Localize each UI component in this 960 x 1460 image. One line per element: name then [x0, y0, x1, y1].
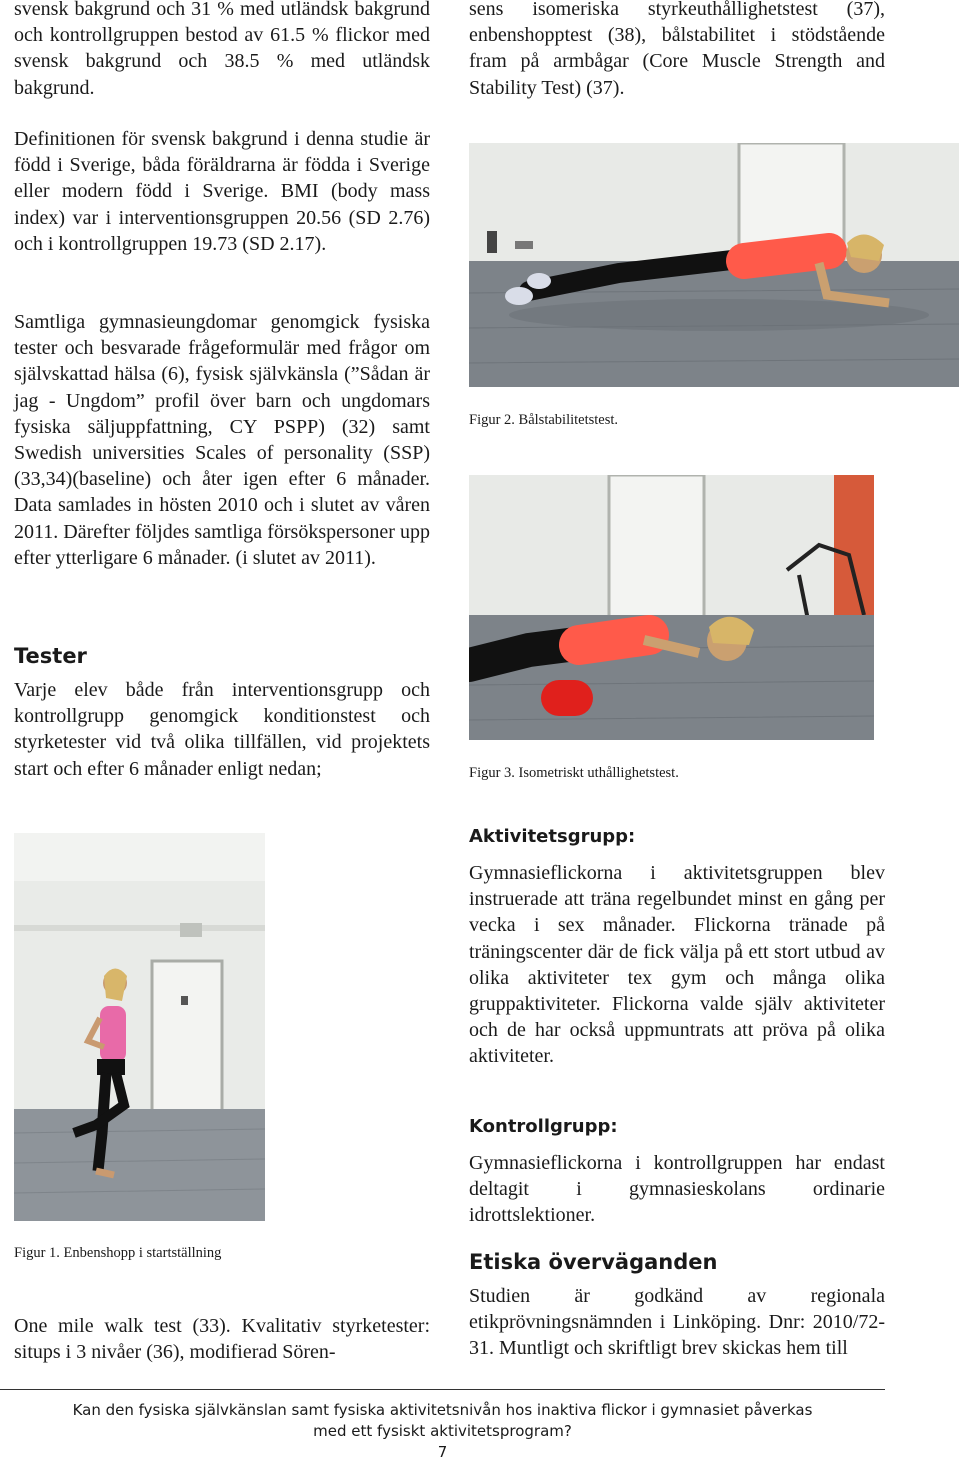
- paragraph-walk-test: One mile walk test (33). Kvalitativ styrketester: situps i 3 nivåer (36), modifierad Sören-: [14, 1315, 430, 1364]
- figure-1-photo: [14, 833, 265, 1221]
- paragraph-background-stats: svensk bakgrund och 31 % med utländsk bakgrund och kontrollgruppen bestod av 61.5 % flickor med svensk bakgrund och 38.5 % med utländsk bakgrund.: [14, 0, 430, 99]
- heading-tester: Tester: [14, 644, 87, 668]
- heading-etiska-overvaganden: Etiska överväganden: [469, 1250, 718, 1274]
- paragraph-tests-questionnaires: Samtliga gymnasieungdomar genomgick fysiska tester och besvarade frågeformulär med frågor om självskattad hälsa (6), fysisk självkänsla (”Sådan är jag - Ungdom” profil över barn och ungdomars fysiska säljuppfattning, CY PSPP) (32) samt Swedish universities Scales of personality (SSP) (33,34)(baseline) och åter igen efter 6 månader. Data samlades in hösten 2010 och i slutet av våren 2011. Därefter följdes samtliga försökspersoner upp efter ytterligare 6 månader. (i slutet av 2011).: [14, 311, 430, 569]
- figure-2-photo: [469, 143, 959, 387]
- page-number: 7: [437, 1443, 448, 1460]
- footer-title-line-2: med ett fysiskt aktivitetsprogram?: [313, 1422, 572, 1440]
- paragraph-kontrollgrupp: Gymnasieflickorna i kontrollgruppen har endast deltagit i gymnasieskolans ordinarie idrottslektioner.: [469, 1152, 885, 1227]
- paragraph-etiska: Studien är godkänd av regionala etikprövningsnämnden i Linköping. Dnr: 2010/72-31. Muntligt och skriftligt brev skickas hem till: [469, 1285, 885, 1360]
- footer-title-line-1: Kan den fysiska självkänslan samt fysiska aktivitetsnivån hos inaktiva flickor i gymnasiet påverkas: [72, 1401, 813, 1419]
- figure-3-photo: [469, 475, 874, 740]
- paragraph-definition-bmi: Definitionen för svensk bakgrund i denna studie är född i Sverige, båda föräldrarna är födda i Sverige eller modern född i Sverige. BMI (body mass index) var i interventionsgruppen 20.56 (SD 2.76) och i kontrollgruppen 19.73 (SD 2.17).: [14, 128, 430, 255]
- figure-1-caption: Figur 1. Enbenshopp i startställning: [14, 1245, 222, 1261]
- figure-3-caption: Figur 3. Isometriskt uthållighetstest.: [469, 765, 679, 781]
- paragraph-strength-tests: sens isomeriska styrkeuthållighetstest (37), enbenshopptest (38), bålstabilitet i stödstående fram på armbågar (Core Muscle Strength and Stability Test) (37).: [469, 0, 885, 99]
- footer-divider: [0, 1389, 885, 1390]
- figure-2-caption: Figur 2. Bålstabilitetstest.: [469, 412, 619, 428]
- heading-kontrollgrupp: Kontrollgrupp:: [469, 1116, 618, 1137]
- paragraph-tester: Varje elev både från interventionsgrupp och kontrollgrupp genomgick konditionstest och styrketester vid två olika tillfällen, vid projektets start och efter 6 månader enligt nedan;: [14, 679, 430, 780]
- paragraph-aktivitetsgrupp: Gymnasieflickorna i aktivitetsgruppen blev instruerade att träna regelbundet minst en gång per vecka i sex månader. Flickorna tränade på träningscenter där de fick välja på ett stort utbud av olika aktiviteter tex gym och många olika gruppaktiviteter. Flickorna valde själv aktiviteter och de har också uppmuntrats att pröva på olika aktiviteter.: [469, 862, 885, 1068]
- heading-aktivitetsgrupp: Aktivitetsgrupp:: [469, 826, 636, 847]
